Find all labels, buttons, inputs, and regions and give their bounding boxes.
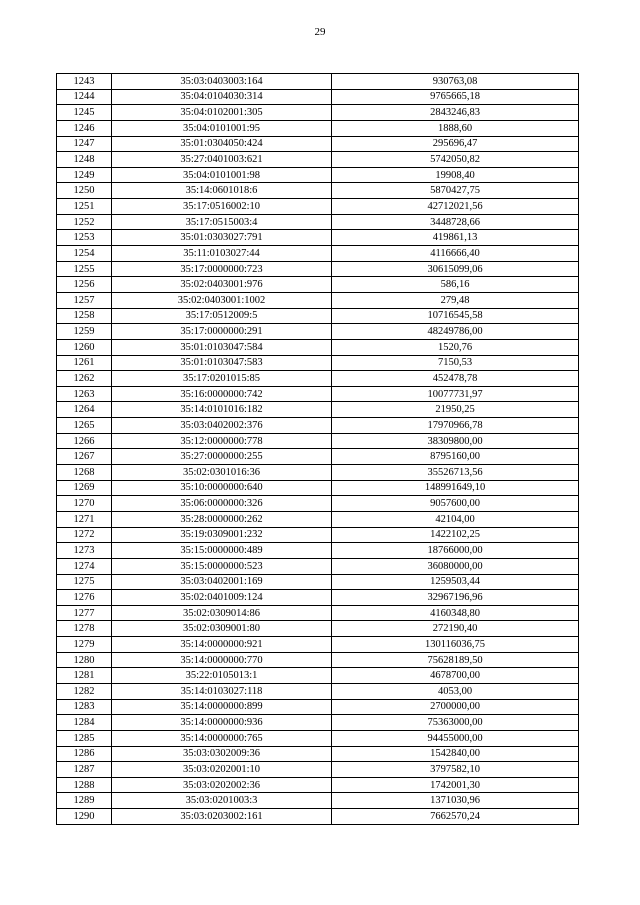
cadastral-number-cell: 35:04:0101001:95: [112, 120, 332, 136]
table-row: [57, 355, 579, 371]
table-row: [57, 386, 579, 402]
table-row: [57, 809, 579, 825]
row-number-cell: 1288: [57, 777, 112, 793]
table-row: [57, 683, 579, 699]
cadastral-value-cell: 35526713,56: [332, 465, 579, 481]
cadastral-value-cell: 7662570,24: [332, 809, 579, 825]
cadastral-number-cell: 35:14:0000000:936: [112, 715, 332, 731]
row-number-cell: 1257: [57, 292, 112, 308]
table-row: [57, 730, 579, 746]
cadastral-value-cell: 5870427,75: [332, 183, 579, 199]
row-number-cell: 1275: [57, 574, 112, 590]
cadastral-number-cell: 35:14:0601018:6: [112, 183, 332, 199]
row-number-cell: 1263: [57, 386, 112, 402]
row-number-cell: 1243: [57, 74, 112, 90]
cadastral-number-cell: 35:02:0309014:86: [112, 605, 332, 621]
row-number-cell: 1270: [57, 496, 112, 512]
cadastral-number-cell: 35:15:0000000:489: [112, 543, 332, 559]
cadastral-number-cell: 35:27:0401003:621: [112, 152, 332, 168]
cadastral-number-cell: 35:02:0309001:80: [112, 621, 332, 637]
cadastral-number-cell: 35:01:0103047:584: [112, 339, 332, 355]
cadastral-value-cell: 32967196,96: [332, 590, 579, 606]
cadastral-value-cell: 272190,40: [332, 621, 579, 637]
cadastral-number-cell: 35:03:0402001:169: [112, 574, 332, 590]
table-row: [57, 511, 579, 527]
cadastral-value-cell: 7150,53: [332, 355, 579, 371]
cadastral-number-cell: 35:11:0103027:44: [112, 246, 332, 262]
table-row: [57, 762, 579, 778]
table-row: [57, 277, 579, 293]
cadastral-number-cell: 35:17:0512009:5: [112, 308, 332, 324]
cadastral-number-cell: 35:03:0402002:376: [112, 418, 332, 434]
row-number-cell: 1265: [57, 418, 112, 434]
table-row: [57, 136, 579, 152]
cadastral-number-cell: 35:01:0304050:424: [112, 136, 332, 152]
cadastral-number-cell: 35:06:0000000:326: [112, 496, 332, 512]
table-row: [57, 715, 579, 731]
table-row: [57, 402, 579, 418]
row-number-cell: 1273: [57, 543, 112, 559]
cadastral-number-cell: 35:01:0103047:583: [112, 355, 332, 371]
table-row: [57, 324, 579, 340]
cadastral-number-cell: 35:17:0000000:723: [112, 261, 332, 277]
cadastral-value-cell: 1542840,00: [332, 746, 579, 762]
row-number-cell: 1290: [57, 809, 112, 825]
cadastral-value-cell: 5742050,82: [332, 152, 579, 168]
cadastral-value-cell: 930763,08: [332, 74, 579, 90]
cadastral-number-cell: 35:14:0000000:765: [112, 730, 332, 746]
cadastral-value-cell: 30615099,06: [332, 261, 579, 277]
cadastral-value-cell: 1888,60: [332, 120, 579, 136]
table-row: [57, 433, 579, 449]
table-row: [57, 777, 579, 793]
row-number-cell: 1269: [57, 480, 112, 496]
cadastral-value-cell: 4160348,80: [332, 605, 579, 621]
cadastral-value-cell: 4116666,40: [332, 246, 579, 262]
row-number-cell: 1268: [57, 465, 112, 481]
cadastral-value-cell: 9765665,18: [332, 89, 579, 105]
cadastral-value-cell: 38309800,00: [332, 433, 579, 449]
row-number-cell: 1274: [57, 558, 112, 574]
cadastral-value-cell: 1371030,96: [332, 793, 579, 809]
cadastral-value-cell: 452478,78: [332, 371, 579, 387]
cadastral-number-cell: 35:14:0000000:899: [112, 699, 332, 715]
cadastral-number-cell: 35:17:0516002:10: [112, 199, 332, 215]
cadastral-number-cell: 35:14:0000000:921: [112, 637, 332, 653]
cadastral-value-cell: 130116036,75: [332, 637, 579, 653]
row-number-cell: 1245: [57, 105, 112, 121]
cadastral-number-cell: 35:17:0000000:291: [112, 324, 332, 340]
table-row: [57, 261, 579, 277]
row-number-cell: 1248: [57, 152, 112, 168]
cadastral-number-cell: 35:02:0401009:124: [112, 590, 332, 606]
row-number-cell: 1251: [57, 199, 112, 215]
row-number-cell: 1255: [57, 261, 112, 277]
cadastral-value-cell: 42104,00: [332, 511, 579, 527]
table-row: [57, 480, 579, 496]
table-row: [57, 230, 579, 246]
table-row: [57, 74, 579, 90]
cadastral-value-cell: 10077731,97: [332, 386, 579, 402]
table-row: [57, 246, 579, 262]
table-row: [57, 183, 579, 199]
cadastral-value-cell: 21950,25: [332, 402, 579, 418]
row-number-cell: 1258: [57, 308, 112, 324]
cadastral-value-cell: 94455000,00: [332, 730, 579, 746]
row-number-cell: 1279: [57, 637, 112, 653]
cadastral-value-cell: 42712021,56: [332, 199, 579, 215]
cadastral-value-cell: 17970966,78: [332, 418, 579, 434]
table-row: [57, 89, 579, 105]
cadastral-number-cell: 35:14:0101016:182: [112, 402, 332, 418]
cadastral-value-cell: 18766000,00: [332, 543, 579, 559]
row-number-cell: 1285: [57, 730, 112, 746]
table-row: [57, 418, 579, 434]
cadastral-number-cell: 35:16:0000000:742: [112, 386, 332, 402]
cadastral-number-cell: 35:04:0104030:314: [112, 89, 332, 105]
row-number-cell: 1247: [57, 136, 112, 152]
cadastral-value-cell: 4678700,00: [332, 668, 579, 684]
table-row: [57, 590, 579, 606]
row-number-cell: 1289: [57, 793, 112, 809]
cadastral-value-cell: 1742001,30: [332, 777, 579, 793]
table-row: [57, 496, 579, 512]
row-number-cell: 1261: [57, 355, 112, 371]
row-number-cell: 1259: [57, 324, 112, 340]
table-row: [57, 543, 579, 559]
row-number-cell: 1254: [57, 246, 112, 262]
cadastral-number-cell: 35:12:0000000:778: [112, 433, 332, 449]
row-number-cell: 1282: [57, 683, 112, 699]
cadastral-number-cell: 35:03:0202001:10: [112, 762, 332, 778]
table-row: [57, 652, 579, 668]
table-row: [57, 558, 579, 574]
table-row: [57, 371, 579, 387]
row-number-cell: 1271: [57, 511, 112, 527]
cadastral-number-cell: 35:03:0203002:161: [112, 809, 332, 825]
table-row: [57, 199, 579, 215]
row-number-cell: 1244: [57, 89, 112, 105]
table-row: [57, 214, 579, 230]
row-number-cell: 1249: [57, 167, 112, 183]
table-row: [57, 465, 579, 481]
cadastral-value-cell: 2843246,83: [332, 105, 579, 121]
table-row: [57, 527, 579, 543]
table-row: [57, 621, 579, 637]
cadastral-number-cell: 35:17:0201015:85: [112, 371, 332, 387]
row-number-cell: 1280: [57, 652, 112, 668]
cadastral-value-cell: 75628189,50: [332, 652, 579, 668]
row-number-cell: 1287: [57, 762, 112, 778]
cadastral-value-cell: 1520,76: [332, 339, 579, 355]
cadastral-number-cell: 35:15:0000000:523: [112, 558, 332, 574]
row-number-cell: 1284: [57, 715, 112, 731]
table-row: [57, 574, 579, 590]
cadastral-value-cell: 1422102,25: [332, 527, 579, 543]
row-number-cell: 1277: [57, 605, 112, 621]
cadastral-number-cell: 35:02:0301016:36: [112, 465, 332, 481]
table-row: [57, 167, 579, 183]
cadastral-value-cell: 279,48: [332, 292, 579, 308]
cadastral-value-cell: 10716545,58: [332, 308, 579, 324]
cadastral-value-table: [56, 73, 579, 825]
row-number-cell: 1278: [57, 621, 112, 637]
cadastral-value-cell: 3448728,66: [332, 214, 579, 230]
table-row: [57, 339, 579, 355]
table-row: [57, 699, 579, 715]
table-row: [57, 449, 579, 465]
cadastral-number-cell: 35:04:0101001:98: [112, 167, 332, 183]
table-body: [57, 74, 579, 825]
cadastral-value-cell: 1259503,44: [332, 574, 579, 590]
row-number-cell: 1267: [57, 449, 112, 465]
cadastral-number-cell: 35:17:0515003:4: [112, 214, 332, 230]
cadastral-number-cell: 35:03:0201003:3: [112, 793, 332, 809]
cadastral-number-cell: 35:01:0303027:791: [112, 230, 332, 246]
table-row: [57, 292, 579, 308]
row-number-cell: 1252: [57, 214, 112, 230]
cadastral-value-cell: 295696,47: [332, 136, 579, 152]
table-row: [57, 746, 579, 762]
cadastral-number-cell: 35:03:0403003:164: [112, 74, 332, 90]
row-number-cell: 1283: [57, 699, 112, 715]
row-number-cell: 1266: [57, 433, 112, 449]
table-row: [57, 668, 579, 684]
cadastral-number-cell: 35:14:0103027:118: [112, 683, 332, 699]
cadastral-number-cell: 35:22:0105013:1: [112, 668, 332, 684]
table-row: [57, 152, 579, 168]
table-row: [57, 308, 579, 324]
row-number-cell: 1256: [57, 277, 112, 293]
row-number-cell: 1264: [57, 402, 112, 418]
cadastral-number-cell: 35:10:0000000:640: [112, 480, 332, 496]
cadastral-value-cell: 9057600,00: [332, 496, 579, 512]
cadastral-number-cell: 35:14:0000000:770: [112, 652, 332, 668]
row-number-cell: 1246: [57, 120, 112, 136]
cadastral-value-cell: 3797582,10: [332, 762, 579, 778]
cadastral-value-cell: 419861,13: [332, 230, 579, 246]
row-number-cell: 1281: [57, 668, 112, 684]
cadastral-value-cell: 4053,00: [332, 683, 579, 699]
table-row: [57, 105, 579, 121]
cadastral-value-cell: 148991649,10: [332, 480, 579, 496]
table-row: [57, 605, 579, 621]
row-number-cell: 1253: [57, 230, 112, 246]
cadastral-value-cell: 8795160,00: [332, 449, 579, 465]
row-number-cell: 1276: [57, 590, 112, 606]
row-number-cell: 1260: [57, 339, 112, 355]
cadastral-value-cell: 48249786,00: [332, 324, 579, 340]
table-row: [57, 120, 579, 136]
cadastral-value-cell: 19908,40: [332, 167, 579, 183]
cadastral-number-cell: 35:28:0000000:262: [112, 511, 332, 527]
cadastral-value-cell: 2700000,00: [332, 699, 579, 715]
row-number-cell: 1272: [57, 527, 112, 543]
cadastral-number-cell: 35:02:0403001:976: [112, 277, 332, 293]
cadastral-number-cell: 35:03:0202002:36: [112, 777, 332, 793]
cadastral-number-cell: 35:27:0000000:255: [112, 449, 332, 465]
cadastral-number-cell: 35:03:0302009:36: [112, 746, 332, 762]
table-row: [57, 637, 579, 653]
cadastral-value-cell: 586,16: [332, 277, 579, 293]
table-row: [57, 793, 579, 809]
cadastral-number-cell: 35:02:0403001:1002: [112, 292, 332, 308]
cadastral-value-cell: 75363000,00: [332, 715, 579, 731]
cadastral-number-cell: 35:04:0102001:305: [112, 105, 332, 121]
row-number-cell: 1262: [57, 371, 112, 387]
cadastral-value-cell: 36080000,00: [332, 558, 579, 574]
page-number: 29: [314, 26, 326, 38]
cadastral-number-cell: 35:19:0309001:232: [112, 527, 332, 543]
row-number-cell: 1286: [57, 746, 112, 762]
row-number-cell: 1250: [57, 183, 112, 199]
